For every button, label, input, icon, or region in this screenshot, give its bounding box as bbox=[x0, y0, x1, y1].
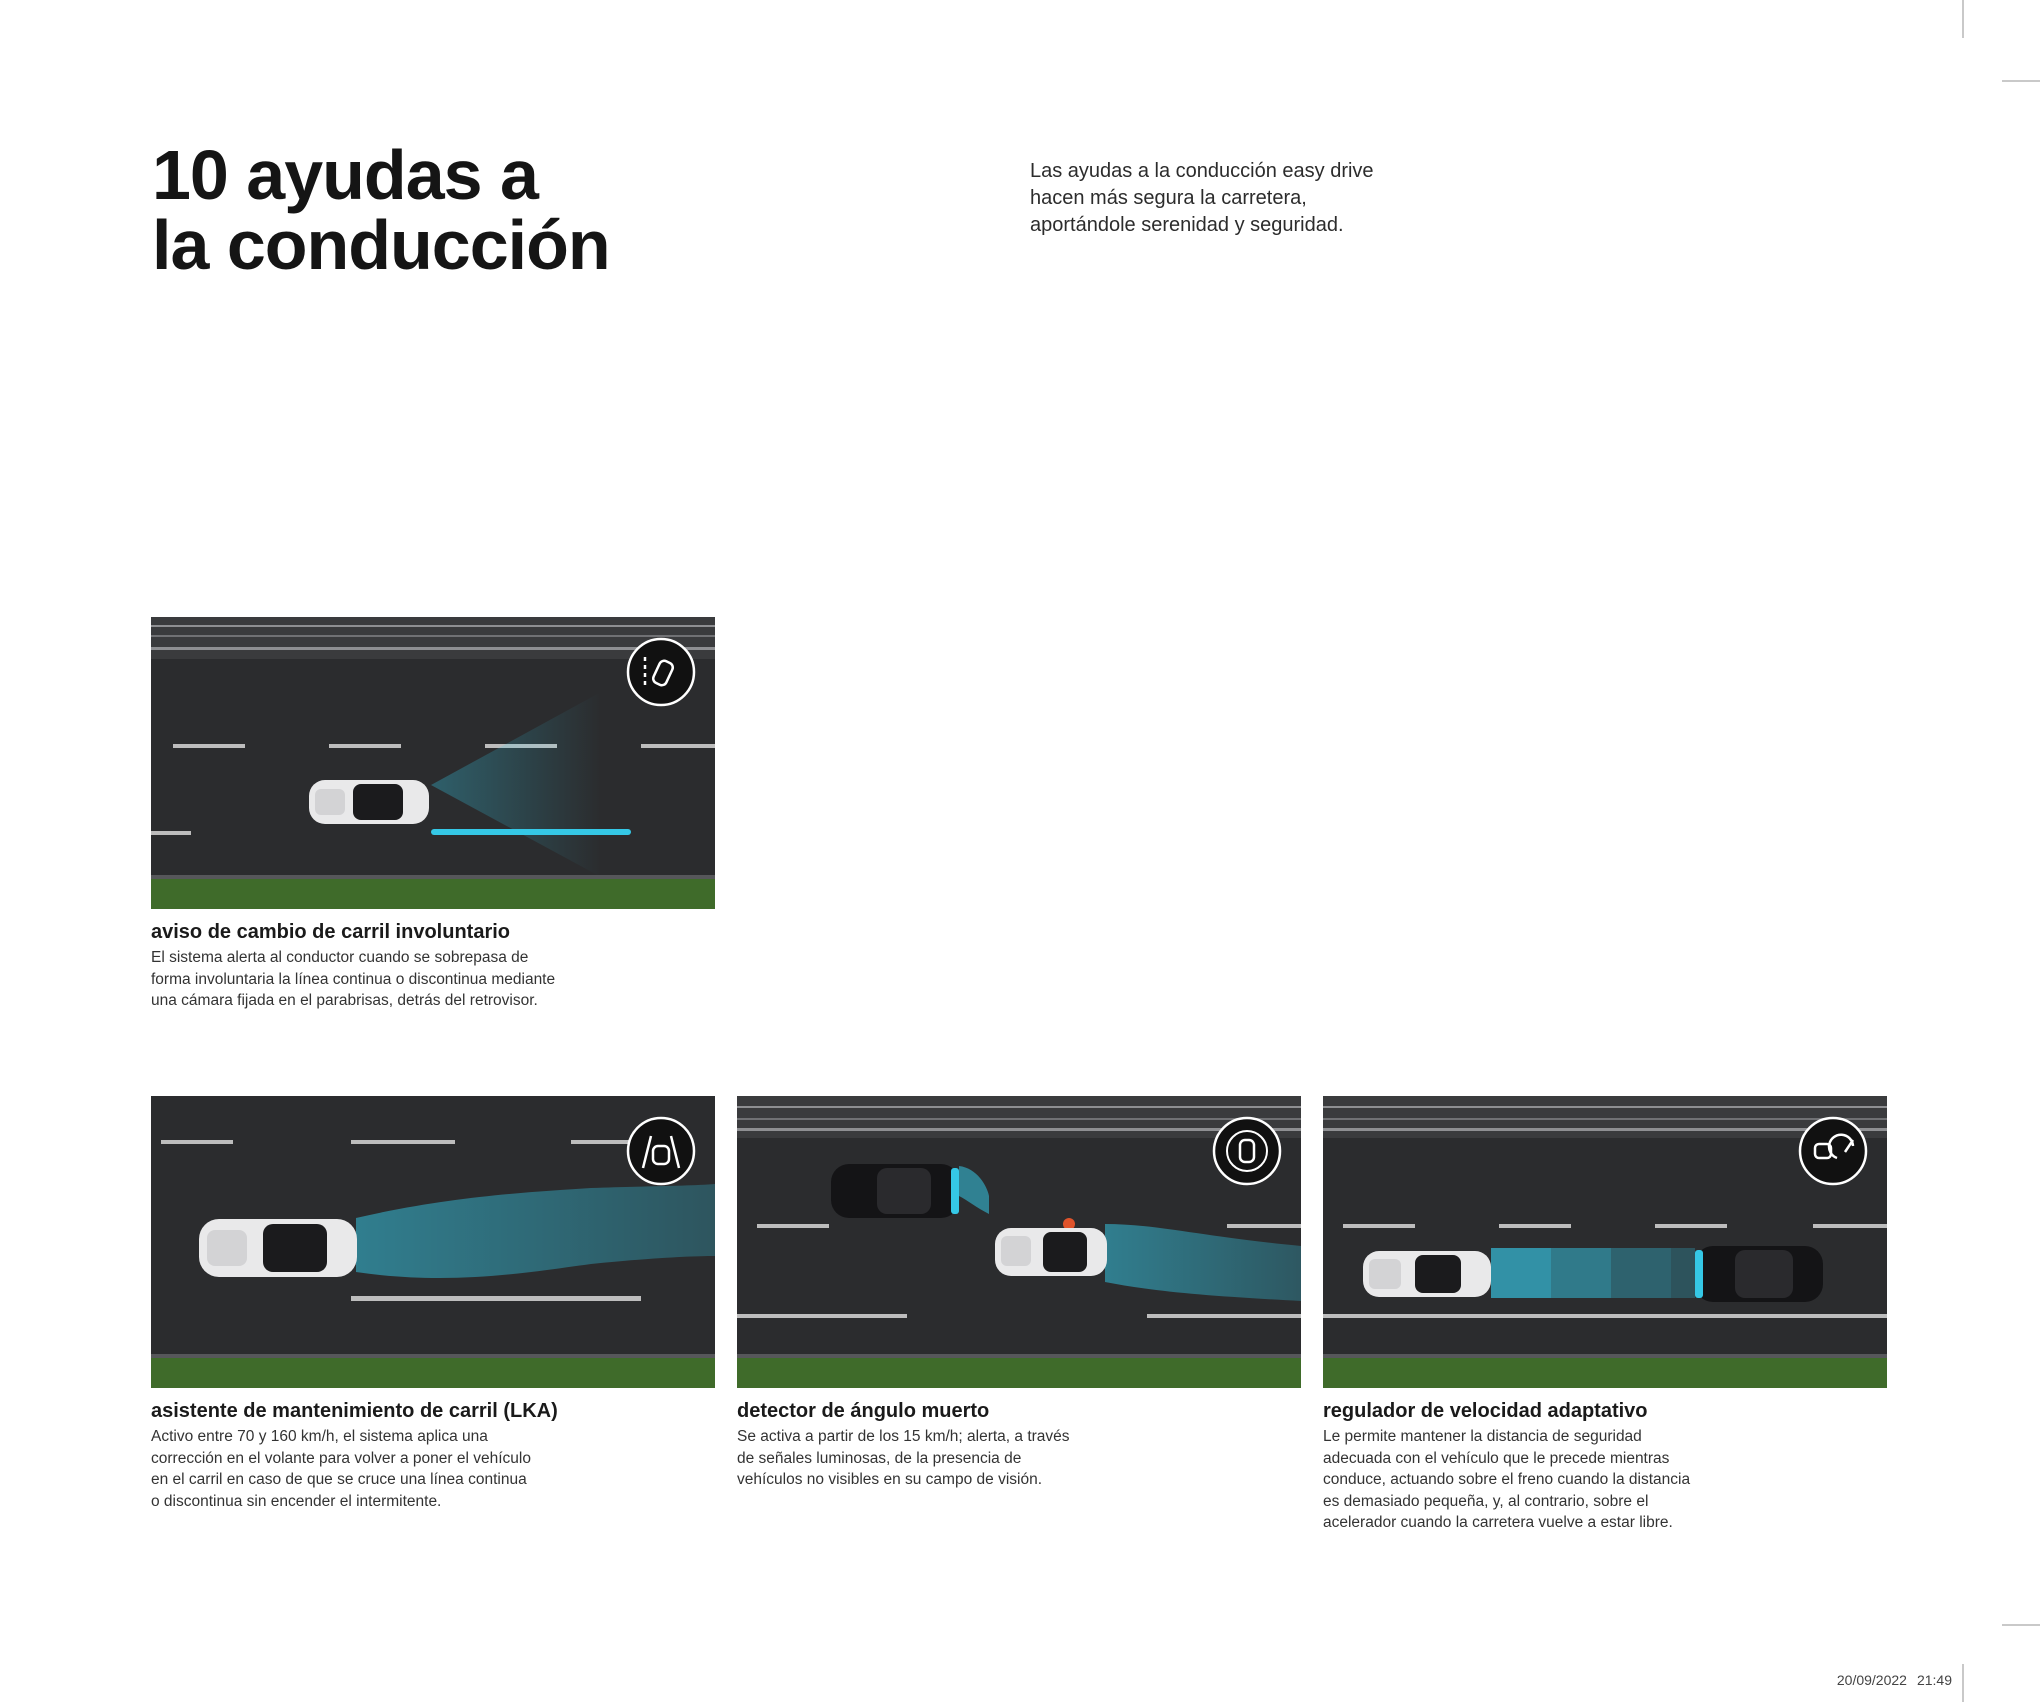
page-title: 10 ayudas a la conducción bbox=[152, 136, 610, 284]
adaptive-cruise-illustration bbox=[1323, 1096, 1887, 1388]
blind-spot-illustration bbox=[737, 1096, 1301, 1388]
lane-keep-assist-illustration bbox=[151, 1096, 715, 1388]
car-black bbox=[831, 1164, 959, 1218]
feature-card-lane-departure bbox=[151, 617, 715, 1012]
print-time: 21:49 bbox=[1916, 1672, 1952, 1688]
intro-text: Las ayudas a la conducción easy drive hacen más segura la carretera, aportándole serenidad y seguridad. bbox=[1030, 160, 1374, 236]
car-white bbox=[309, 780, 429, 824]
adaptive-cruise-icon bbox=[1800, 1118, 1866, 1184]
card-title: aviso de cambio de carril involuntario bbox=[151, 921, 510, 943]
card-title: regulador de velocidad adaptativo bbox=[1323, 1400, 1648, 1422]
crop-mark-right-bottom bbox=[2002, 1624, 2040, 1626]
lane-departure-illustration bbox=[151, 617, 715, 909]
feature-card-blind-spot bbox=[737, 1096, 1301, 1491]
blind-spot-icon bbox=[1214, 1118, 1280, 1184]
card-description: Activo entre 70 y 160 km/h, el sistema aplica una corrección en el volante para volver a poner el vehículo en el carril en caso de que se cruce una línea continua o discontinua sin encender el intermitente. bbox=[151, 1428, 531, 1510]
crop-mark-right-top bbox=[2002, 80, 2040, 82]
car-white bbox=[995, 1228, 1107, 1276]
card-title: detector de ángulo muerto bbox=[737, 1400, 990, 1422]
crop-mark-bottom bbox=[1962, 1664, 1964, 1702]
card-title: asistente de mantenimiento de carril (LKA) bbox=[151, 1400, 558, 1422]
crop-mark-top bbox=[1962, 0, 1964, 38]
car-black bbox=[1695, 1246, 1823, 1302]
car-white bbox=[199, 1219, 357, 1277]
card-description: El sistema alerta al conductor cuando se sobrepasa de forma involuntaria la línea continua o discontinua mediante una cámara fijada en el parabrisas, detrás del retrovisor. bbox=[151, 949, 556, 1009]
print-date: 20/09/2022 bbox=[1836, 1672, 1907, 1688]
card-description: Se activa a partir de los 15 km/h; alerta, a través de señales luminosas, de la presencia de vehículos no visibles en su campo de visión. bbox=[737, 1428, 1070, 1488]
feature-card-lane-keep-assist bbox=[151, 1096, 715, 1512]
lane-keep-assist-icon bbox=[628, 1118, 694, 1184]
feature-card-adaptive-cruise bbox=[1323, 1096, 1887, 1534]
car-white bbox=[1363, 1251, 1491, 1297]
lane-departure-icon bbox=[628, 639, 694, 705]
card-description: Le permite mantener la distancia de seguridad adecuada con el vehículo que le precede mientras conduce, actuando sobre el freno cuando la distancia es demasiado pequeña, y, al contrario, sobre el acelerador cuando la carretera vuelve a estar libre. bbox=[1323, 1428, 1691, 1531]
print-timestamp bbox=[1827, 1672, 1952, 1688]
